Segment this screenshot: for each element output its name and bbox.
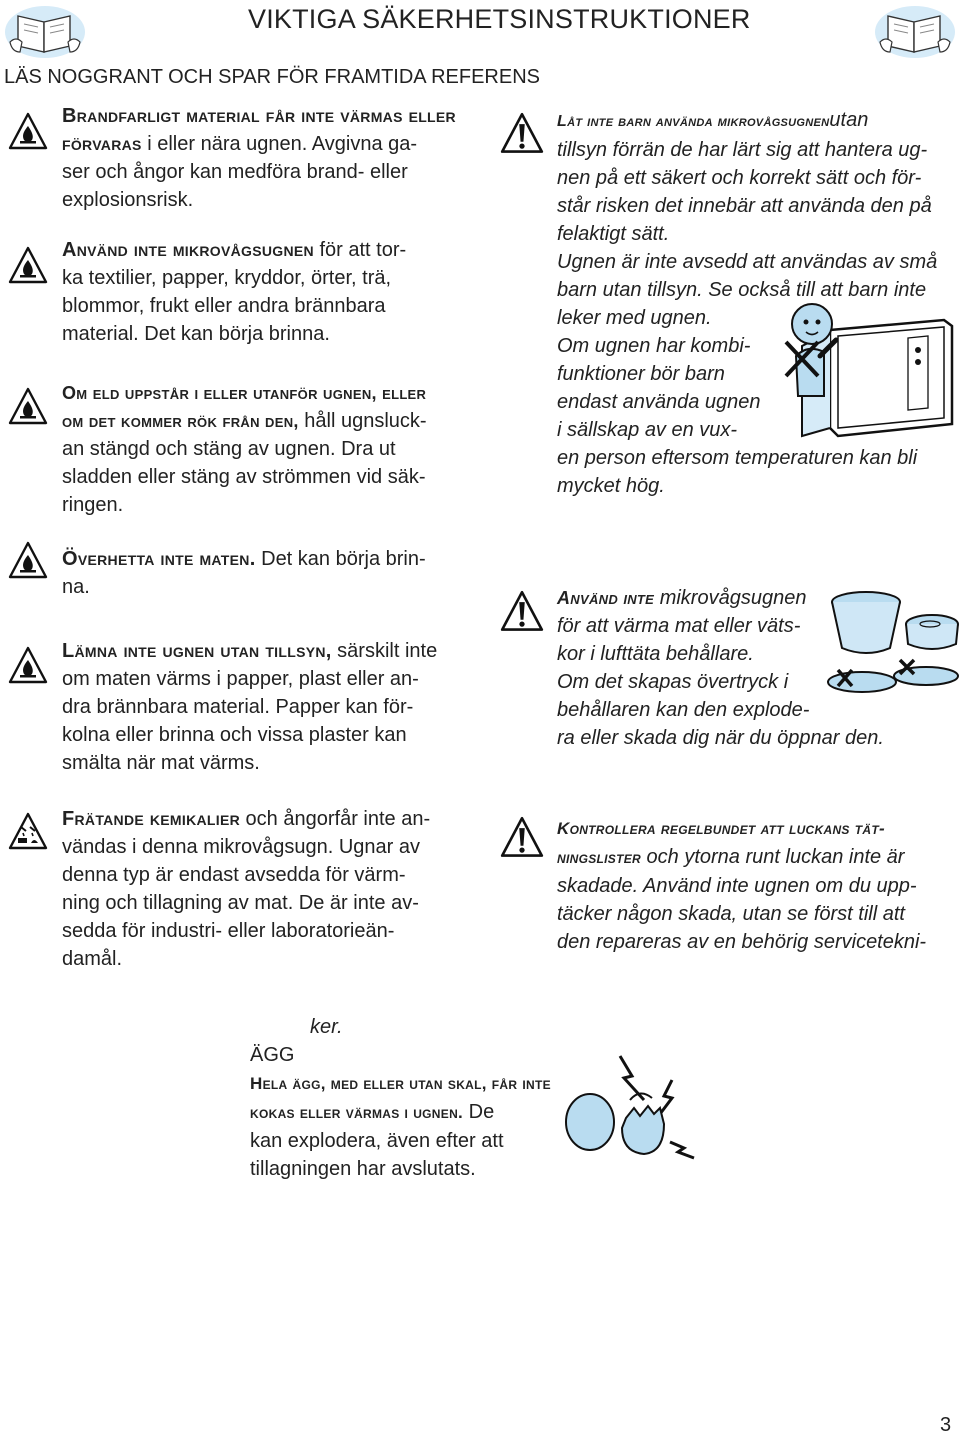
warning-text: Om det skapas övertryck i [557,671,789,693]
warning-text: kan explodera, även efter att [250,1130,504,1152]
warning-do-not-dry [62,236,462,348]
warning-text: står risken det innebär att använda den på [557,195,932,217]
page-number: 3 [940,1414,952,1436]
warning-lead: Kontrollera regelbundet att luckans tät- [557,819,885,838]
flame-warning-icon [8,646,48,686]
page-title: VIKTIGA SÄKERHETSINSTRUKTIONER [248,4,751,34]
warning-text: i sällskap av en vux- [557,419,738,441]
warning-text: behållaren kan den explode- [557,699,810,721]
warning-lead: Överhetta inte maten. [62,548,256,570]
section-heading-egg: ÄGG [250,1044,295,1066]
warning-lead: Frätande kemikalier [62,808,240,830]
exploding-eggs-illustration [560,1052,700,1162]
book-hands-icon [874,2,956,60]
warning-text: De [463,1101,495,1123]
flame-warning-icon [8,387,48,427]
warning-text: den repareras av en behörig servicetekni- [557,931,927,953]
warning-text: kolna eller brinna och vissa plaster kan [62,724,407,746]
warning-flammable-material [62,102,462,214]
warning-text: särskilt inte [331,640,438,662]
warning-lead: om det kommer rök från den, [62,411,299,431]
warning-text: nen på ett säkert och korrekt sätt och för- [557,167,922,189]
exclamation-warning-icon [500,112,544,156]
warning-text: om maten värms i papper, plast eller an- [62,668,419,690]
warning-text: dra brännbara material. Papper kan för- [62,696,414,718]
warning-lead: Låt inte barn använda mikrovågsugnen [557,113,830,130]
warning-lead: kokas eller värmas i ugnen. [250,1103,464,1122]
warning-text: täcker någon skada, utan se först till att [557,903,905,925]
warning-text: blommor, frukt eller andra brännbara [62,295,386,317]
warning-text: tillagningen har avslutats. [250,1158,476,1180]
warning-text: ka textilier, papper, kryddor, örter, trä, [62,267,392,289]
warning-door-seals [557,814,957,956]
warning-text: leker med ugnen. [557,307,712,329]
warning-lead: Om eld uppstår i eller utanför ugnen, eller [62,383,427,403]
warning-lead: ningslister [557,848,641,867]
warning-text: Om ugnen har kombi- [557,335,751,357]
warning-text: damål. [62,948,123,970]
warning-text: an stängd och stäng av ugnen. Dra ut [62,438,396,460]
warning-text: håll ugnsluck- [298,410,427,432]
warning-overheat [62,545,462,601]
warning-lead: Lämna inte ugnen utan tillsyn, [62,640,332,662]
warning-text: för att tor- [313,239,407,261]
warning-text: endast använda ugnen [557,391,761,413]
continued-text: ker. [310,1016,343,1038]
flame-warning-icon [8,246,48,286]
warning-text: ra eller skada dig när du öppnar den. [557,727,884,749]
warning-lead: Brandfarligt material får inte värmas eller [62,105,456,127]
warning-text: Ugnen är inte avsedd att användas av små [557,251,938,273]
warning-text: material. Det kan börja brinna. [62,323,330,345]
warning-text: na. [62,576,90,598]
warning-text: och ytorna runt luckan inte är [640,846,905,868]
warning-text: skadade. Använd inte ugnen om du upp- [557,875,917,897]
warning-lead: Använd inte mikrovågsugnen [62,239,314,261]
exclamation-warning-icon [500,816,544,860]
warning-text: mikrovågsugnen [654,587,807,609]
warning-text: Det kan börja brin- [255,548,426,570]
warning-lead: Använd inte [557,588,655,608]
warning-text: ringen. [62,494,124,516]
warning-text: smälta när mat värms. [62,752,260,774]
warning-text: denna typ är endast avsedda för värm- [62,864,406,886]
warning-text: sladden eller stäng av strömmen vid säk- [62,466,426,488]
warning-corrosive [62,805,462,973]
warning-text: felaktigt sätt. [557,223,670,245]
flame-warning-icon [8,541,48,581]
warning-text: utan [829,109,869,131]
warning-text: vändas i denna mikrovågsugn. Ugnar av [62,836,420,858]
warning-lead: Hela ägg, med eller utan skal, får inte [250,1074,551,1093]
exclamation-warning-icon [500,590,544,634]
warning-text: sedda för industri- eller laboratorieän- [62,920,395,942]
airtight-containers-illustration [814,584,960,704]
warning-text: en person eftersom temperaturen kan bli [557,447,918,469]
warning-fire [62,379,462,519]
warning-text: tillsyn förrän de har lärt sig att hantera ug- [557,139,928,161]
warning-lead: förvaras [62,133,142,155]
book-hands-icon [4,2,86,60]
warning-text: mycket hög. [557,475,665,497]
warning-text: explosionsrisk. [62,189,194,211]
warning-text: ser och ångor kan medföra brand- eller [62,161,408,183]
warning-unattended [62,637,462,777]
warning-text: kor i lufttäta behållare. [557,643,754,665]
warning-text: i eller nära ugnen. Avgivna ga- [141,133,418,155]
flame-warning-icon [8,112,48,152]
child-oven-illustration [768,296,956,446]
warning-text: för att värma mat eller väts- [557,615,801,637]
warning-text: ning och tillagning av mat. De är inte av- [62,892,419,914]
warning-text: barn utan tillsyn. Se också till att barn inte [557,279,927,301]
warning-text: funktioner bör barn [557,363,725,385]
warning-text: och ångorfår inte an- [240,808,431,830]
page-subtitle: LÄS NOGGRANT OCH SPAR FÖR FRAMTIDA REFERENS [4,66,540,88]
corrosive-warning-icon [8,812,48,852]
